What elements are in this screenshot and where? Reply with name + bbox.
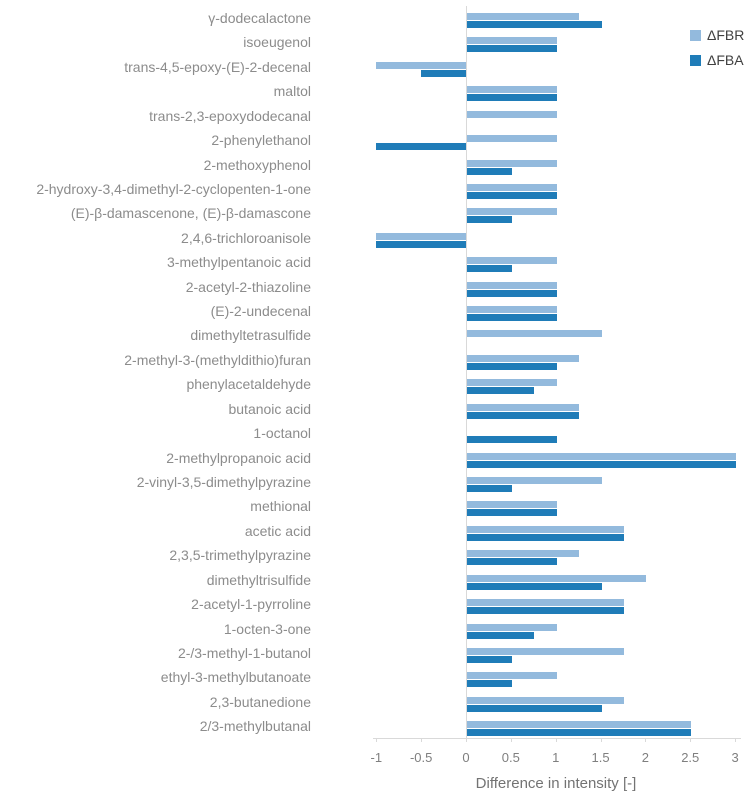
category-label: (E)-β-damascenone, (E)-β-damascone: [70, 205, 311, 222]
bar-fbr: [467, 135, 557, 142]
category-label: 2/3-methylbutanal: [199, 718, 311, 735]
bar-fba: [467, 656, 512, 663]
legend: [690, 27, 744, 77]
bar-fbr: [467, 379, 557, 386]
bar-fba: [467, 314, 557, 321]
bar-fba: [376, 241, 466, 248]
zero-baseline: [466, 6, 467, 738]
bar-fbr: [467, 672, 557, 679]
legend-item-fbr: [690, 27, 744, 43]
bar-fba: [467, 21, 602, 28]
bar-fba: [467, 607, 624, 614]
category-label: trans-2,3-epoxydodecanal: [149, 107, 311, 124]
bar-fba: [376, 143, 466, 150]
category-label: isoeugenol: [243, 34, 311, 51]
x-tick-label: -0.5: [409, 750, 433, 765]
legend-swatch-fbr-icon: [690, 30, 701, 41]
bar-fba: [467, 168, 512, 175]
bar-fba: [467, 583, 602, 590]
legend-label-fba: ΔFBA: [707, 52, 744, 68]
category-label: 1-octen-3-one: [223, 620, 311, 637]
bar-fba: [467, 534, 624, 541]
category-label: (E)-2-undecenal: [210, 303, 311, 320]
bar-fbr: [376, 233, 466, 240]
legend-item-fba: [690, 52, 744, 68]
category-label: phenylacetaldehyde: [186, 376, 311, 393]
x-tick-mark: [421, 738, 422, 742]
x-tick-label: 1.5: [591, 750, 610, 765]
category-label: 2-methyl-3-(methyldithio)furan: [124, 351, 311, 368]
bar-fba: [467, 461, 736, 468]
x-tick-mark: [735, 738, 736, 742]
legend-swatch-fba-icon: [690, 55, 701, 66]
category-label: 3-methylpentanoic acid: [167, 254, 311, 271]
bar-fbr: [467, 282, 557, 289]
x-tick-label: 0: [462, 750, 470, 765]
bar-fbr: [467, 306, 557, 313]
bar-fbr: [467, 355, 579, 362]
bar-fbr: [467, 13, 579, 20]
category-label: 2-/3-methyl-1-butanol: [177, 644, 311, 661]
x-tick-label: 3: [731, 750, 739, 765]
category-label: 2-phenylethanol: [211, 132, 311, 149]
bar-fbr: [467, 575, 646, 582]
bar-fbr: [467, 648, 624, 655]
bar-fba: [467, 290, 557, 297]
bar-fbr: [467, 330, 602, 337]
bar-fba: [467, 558, 557, 565]
bar-fba: [467, 436, 557, 443]
bar-fbr: [376, 62, 466, 69]
bar-fbr: [467, 550, 579, 557]
bar-fbr: [467, 86, 557, 93]
category-label: 2-acetyl-1-pyrroline: [191, 596, 311, 613]
category-label: dimethyltetrasulfide: [190, 327, 311, 344]
bar-fba: [467, 363, 557, 370]
bar-fbr: [467, 599, 624, 606]
bar-fbr: [467, 257, 557, 264]
category-label: 2,3-butanedione: [209, 693, 311, 710]
bar-fba: [467, 216, 512, 223]
bar-fbr: [467, 453, 736, 460]
bar-fbr: [467, 721, 691, 728]
category-label: 2-methylpropanoic acid: [166, 449, 311, 466]
category-label: 2-acetyl-2-thiazoline: [185, 278, 311, 295]
bar-fba: [467, 192, 557, 199]
x-tick-mark: [645, 738, 646, 742]
bar-fba: [467, 632, 534, 639]
bar-fba: [467, 485, 512, 492]
x-axis-line: [373, 738, 741, 739]
category-label: maltol: [273, 83, 311, 100]
category-label: ethyl-3-methylbutanoate: [160, 669, 311, 686]
bar-fbr: [467, 624, 557, 631]
bar-fbr: [467, 404, 579, 411]
bar-fbr: [467, 526, 624, 533]
category-label: 2-methoxyphenol: [203, 156, 311, 173]
legend-label-fbr: ΔFBR: [707, 27, 745, 43]
bar-fbr: [467, 477, 602, 484]
bar-fbr: [467, 501, 557, 508]
bar-fbr: [467, 111, 557, 118]
bar-fba: [421, 70, 466, 77]
bar-fba: [467, 94, 557, 101]
x-tick-label: 1: [552, 750, 560, 765]
x-axis-title: Difference in intensity [-]: [475, 775, 637, 792]
x-tick-mark: [556, 738, 557, 742]
x-tick-mark: [511, 738, 512, 742]
category-label: 2,4,6-trichloroanisole: [181, 229, 311, 246]
bar-fbr: [467, 184, 557, 191]
category-label: 2,3,5-trimethylpyrazine: [169, 547, 311, 564]
x-tick-label: -1: [370, 750, 383, 765]
x-tick-mark: [690, 738, 691, 742]
bar-fba: [467, 705, 602, 712]
bar-fbr: [467, 160, 557, 167]
bar-fba: [467, 729, 691, 736]
bar-fbr: [467, 208, 557, 215]
bar-fba: [467, 680, 512, 687]
x-tick-label: 2.5: [681, 750, 700, 765]
bar-fba: [467, 45, 557, 52]
category-label: trans-4,5-epoxy-(E)-2-decenal: [124, 58, 311, 75]
x-tick-label: 0.5: [501, 750, 520, 765]
bar-fba: [467, 412, 579, 419]
category-label: butanoic acid: [228, 400, 311, 417]
bar-fba: [467, 265, 512, 272]
x-tick-mark: [466, 738, 467, 742]
category-label: 2-hydroxy-3,4-dimethyl-2-cyclopenten-1-one: [36, 180, 311, 197]
x-tick-label: 2: [641, 750, 649, 765]
category-label: acetic acid: [244, 522, 311, 539]
category-label: γ-dodecalactone: [208, 10, 311, 26]
bar-fbr: [467, 37, 557, 44]
category-label: 2-vinyl-3,5-dimethylpyrazine: [136, 473, 311, 490]
category-label: dimethyltrisulfide: [206, 571, 311, 588]
x-tick-mark: [601, 738, 602, 742]
bar-fba: [467, 509, 557, 516]
bar-fba: [467, 387, 534, 394]
bar-fbr: [467, 697, 624, 704]
category-label: 1-octanol: [253, 425, 311, 442]
category-label: methional: [250, 498, 311, 515]
x-tick-mark: [376, 738, 377, 742]
